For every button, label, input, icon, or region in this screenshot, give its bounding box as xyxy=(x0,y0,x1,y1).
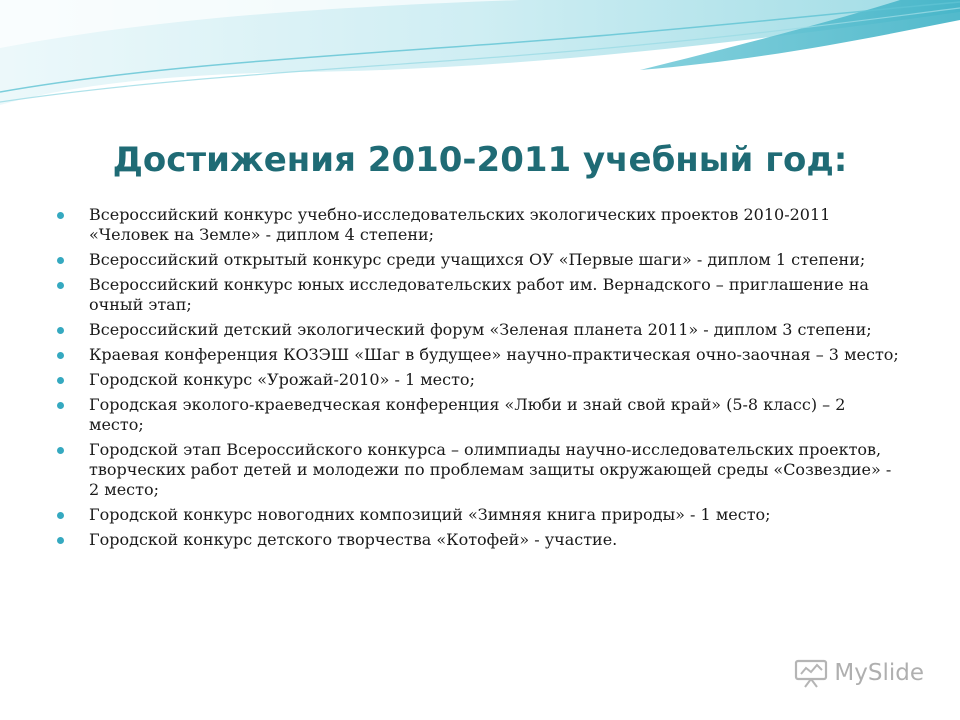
bullet-icon xyxy=(57,377,64,384)
list-item-text: Краевая конференция КОЗЭШ «Шаг в будущее» научно-практическая очно-заочная – 3 место; xyxy=(89,345,899,364)
list-item xyxy=(56,205,901,245)
watermark-text: MySlide xyxy=(834,660,924,686)
bullet-icon xyxy=(57,402,64,409)
list-item-text: Всероссийский конкурс юных исследовательских работ им. Вернадского – приглашение на очный этап; xyxy=(89,275,869,314)
list-item xyxy=(56,395,901,435)
list-item xyxy=(56,370,901,390)
list-item-text: Городская эколого-краеведческая конференция «Люби и знай свой край» (5-8 класс) – 2 место; xyxy=(89,395,846,434)
bullet-icon xyxy=(57,512,64,519)
bullet-icon xyxy=(57,447,64,454)
achievements-list xyxy=(56,205,901,555)
list-item xyxy=(56,530,901,550)
list-item-text: Всероссийский детский экологический форум «Зеленая планета 2011» - диплом 3 степени; xyxy=(89,320,872,339)
list-item xyxy=(56,250,901,270)
list-item-text: Городской конкурс новогодних композиций «Зимняя книга природы» - 1 место; xyxy=(89,505,771,524)
watermark-logo xyxy=(794,658,924,688)
slide-title: Достижения 2010-2011 учебный год: xyxy=(112,140,848,180)
list-item xyxy=(56,505,901,525)
list-item-text: Городской конкурс «Урожай-2010» - 1 место; xyxy=(89,370,475,389)
list-item xyxy=(56,320,901,340)
list-item xyxy=(56,440,901,500)
bullet-icon xyxy=(57,352,64,359)
bullet-icon xyxy=(57,327,64,334)
list-item-text: Всероссийский открытый конкурс среди учащихся ОУ «Первые шаги» - диплом 1 степени; xyxy=(89,250,866,269)
list-item-text: Всероссийский конкурс учебно-исследовательских экологических проектов 2010-2011 «Человек на Земле» - диплом 4 степени; xyxy=(89,205,831,244)
list-item-text: Городской этап Всероссийского конкурса – олимпиады научно-исследовательских проектов, творческих работ детей и молодежи по проблемам защиты окружающей среды «Созвездие» - 2 место; xyxy=(89,440,892,499)
bullet-icon xyxy=(57,212,64,219)
header-wave-decoration xyxy=(0,0,960,120)
presentation-board-icon xyxy=(794,658,828,688)
list-item-text: Городской конкурс детского творчества «Котофей» - участие. xyxy=(89,530,618,549)
list-item xyxy=(56,275,901,315)
bullet-icon xyxy=(57,257,64,264)
bullet-icon xyxy=(57,537,64,544)
list-item xyxy=(56,345,901,365)
bullet-icon xyxy=(57,282,64,289)
